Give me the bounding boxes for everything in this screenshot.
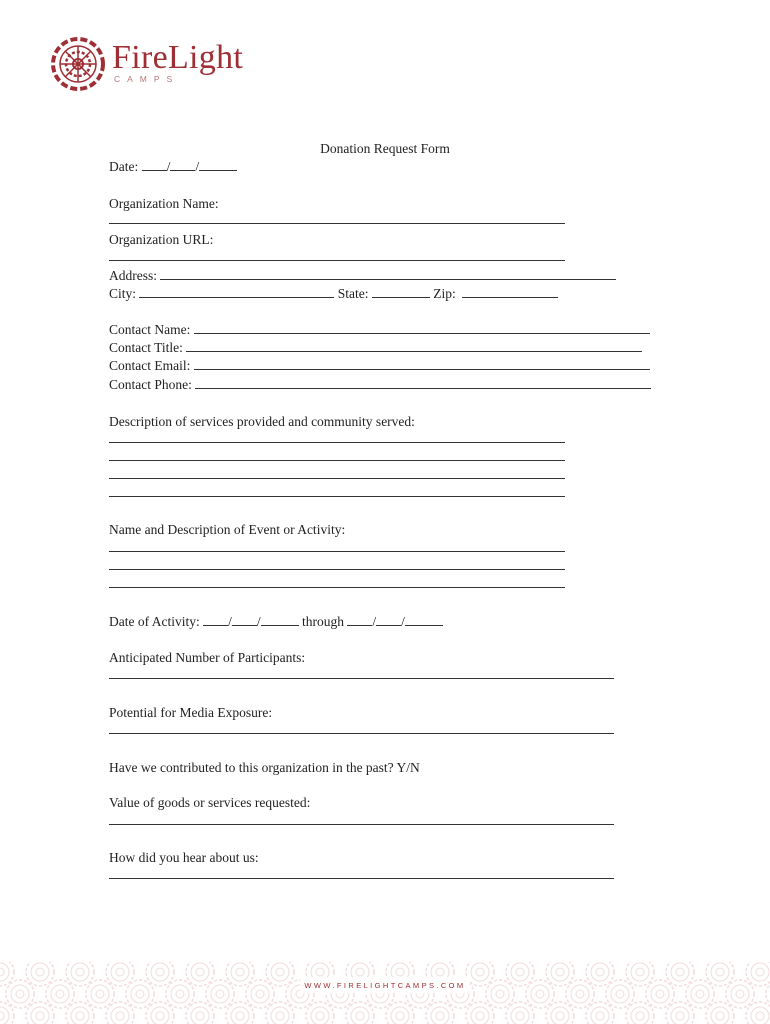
footer-pattern-ornament: [316, 1012, 324, 1020]
form-title: Donation Request Form: [320, 141, 450, 156]
footer-pattern-ornament: [191, 963, 209, 981]
zip-field[interactable]: [462, 286, 558, 298]
footer-pattern-ornament: [666, 1002, 694, 1024]
footer-pattern-ornament: [751, 963, 769, 981]
footer-pattern-ornament: [351, 1007, 369, 1024]
footer-pattern-ornament: [631, 1007, 649, 1024]
date-day-field[interactable]: [170, 159, 195, 171]
footer-pattern-ornament: [0, 968, 4, 976]
footer-pattern-ornament: [466, 1002, 494, 1024]
footer-pattern-ornament: [226, 1002, 254, 1024]
footer-pattern-ornament: [716, 968, 724, 976]
state-field[interactable]: [372, 286, 430, 298]
activity-end-month-field[interactable]: [347, 614, 372, 626]
footer-pattern-ornament: [266, 1002, 294, 1024]
footer-pattern-ornament: [136, 990, 144, 998]
footer-pattern-ornament: [56, 990, 64, 998]
event-line-3[interactable]: [109, 587, 565, 588]
footer-pattern-ornament: [426, 1002, 454, 1024]
heard-field[interactable]: [109, 878, 614, 879]
footer-pattern-ornament: [476, 968, 484, 976]
footer-pattern-ornament: [116, 968, 124, 976]
city-state-zip-row: [109, 286, 558, 302]
footer-pattern-ornament: [736, 990, 744, 998]
footer-pattern-ornament: [356, 968, 364, 976]
contact-name-row: [109, 322, 650, 338]
footer-pattern-ornament: [506, 1002, 534, 1024]
contact-email-field[interactable]: [194, 358, 650, 370]
description-line-2[interactable]: [109, 460, 565, 461]
footer-pattern-ornament: [636, 968, 644, 976]
description-line-4[interactable]: [109, 496, 565, 497]
heard-label: How did you hear about us:: [109, 850, 259, 865]
footer-pattern-ornament: [176, 990, 184, 998]
contributed-question: Have we contributed to this organization in the past? Y/N: [109, 760, 420, 775]
footer-pattern-ornament: [706, 1002, 734, 1024]
date-month-field[interactable]: [142, 159, 167, 171]
footer-pattern-ornament: [31, 1007, 49, 1024]
footer-pattern-ornament: [516, 1012, 524, 1020]
footer-pattern-ornament: [591, 963, 609, 981]
contact-phone-label: Contact Phone:: [109, 377, 192, 392]
mandala-logo-icon: [50, 36, 106, 92]
footer-pattern-ornament: [436, 968, 444, 976]
footer-pattern-ornament: [496, 990, 504, 998]
activity-start-day-field[interactable]: [232, 614, 257, 626]
footer-pattern-ornament: [111, 1007, 129, 1024]
value-label: Value of goods or services requested:: [109, 795, 311, 810]
city-label: City:: [109, 286, 137, 301]
footer-pattern-ornament: [636, 1012, 644, 1020]
city-field[interactable]: [139, 286, 334, 298]
footer-pattern-ornament: [271, 963, 289, 981]
org-name-label: Organization Name:: [109, 196, 219, 211]
footer-pattern-ornament: [596, 968, 604, 976]
footer-pattern-ornament: [316, 968, 324, 976]
description-line-3[interactable]: [109, 478, 565, 479]
footer-pattern-ornament: [476, 1012, 484, 1020]
contact-name-field[interactable]: [194, 322, 650, 334]
footer-pattern-ornament: [0, 1012, 4, 1020]
footer-pattern-ornament: [231, 963, 249, 981]
footer-pattern-ornament: [71, 1007, 89, 1024]
description-line-1[interactable]: [109, 442, 565, 443]
footer-pattern-ornament: [511, 963, 529, 981]
footer-pattern-ornament: [0, 1007, 9, 1024]
footer-pattern-ornament: [696, 990, 704, 998]
footer-pattern-ornament: [196, 968, 204, 976]
footer-pattern-ornament: [386, 1002, 414, 1024]
footer-pattern-ornament: [156, 1012, 164, 1020]
footer-pattern-ornament: [216, 990, 224, 998]
footer-pattern-ornament: [231, 1007, 249, 1024]
footer-pattern-ornament: [346, 1002, 374, 1024]
footer-pattern-ornament: [716, 1012, 724, 1020]
footer-pattern-ornament: [551, 963, 569, 981]
zip-label: Zip:: [433, 286, 456, 301]
activity-start-year-field[interactable]: [261, 614, 299, 626]
through-label: through: [302, 614, 345, 629]
footer-pattern-ornament: [756, 968, 764, 976]
activity-start-month-field[interactable]: [203, 614, 228, 626]
footer-pattern-ornament: [111, 963, 129, 981]
activity-date-label: Date of Activity:: [109, 614, 200, 629]
footer-pattern-ornament: [66, 1002, 94, 1024]
footer-pattern-ornament: [36, 968, 44, 976]
footer-pattern-ornament: [276, 1012, 284, 1020]
footer-pattern-ornament: [671, 963, 689, 981]
contact-email-row: [109, 358, 650, 374]
footer-pattern-ornament: [556, 968, 564, 976]
footer-pattern-ornament: [656, 990, 664, 998]
address-row: [109, 268, 616, 284]
brand-subtitle: CAMPS: [114, 73, 180, 84]
date-row: Date: / /: [109, 159, 237, 175]
footer-pattern-ornament: [76, 1012, 84, 1020]
footer-pattern-ornament: [36, 1012, 44, 1020]
footer-pattern-ornament: [196, 1012, 204, 1020]
date-label: Date:: [109, 159, 139, 174]
org-url-label: Organization URL:: [109, 232, 214, 247]
footer-band: [0, 962, 770, 1024]
footer-pattern-ornament: [711, 963, 729, 981]
footer-pattern-ornament: [626, 1002, 654, 1024]
footer-pattern-ornament: [356, 1012, 364, 1020]
footer-pattern-ornament: [276, 968, 284, 976]
footer-pattern-ornament: [146, 1002, 174, 1024]
contact-title-field[interactable]: [186, 340, 642, 352]
date-year-field[interactable]: [199, 159, 237, 171]
footer-pattern-ornament: [31, 963, 49, 981]
brand-name: FireLight: [112, 38, 244, 76]
address-label: Address:: [109, 268, 157, 283]
footer-pattern-ornament: [306, 1002, 334, 1024]
footer-pattern-ornament: [396, 1012, 404, 1020]
contact-name-label: Contact Name:: [109, 322, 191, 337]
footer-pattern-ornament: [311, 1007, 329, 1024]
footer-pattern-ornament: [576, 990, 584, 998]
footer-pattern-ornament: [191, 1007, 209, 1024]
footer-pattern-ornament: [156, 968, 164, 976]
footer-pattern-ornament: [676, 1012, 684, 1020]
org-name-field[interactable]: [109, 223, 565, 224]
contact-title-label: Contact Title:: [109, 340, 183, 355]
footer-pattern-ornament: [236, 1012, 244, 1020]
footer-pattern-ornament: [236, 968, 244, 976]
footer-pattern-ornament: [151, 963, 169, 981]
activity-date-row: Date of Activity: / / through / /: [109, 614, 443, 630]
footer-pattern-ornament: [616, 990, 624, 998]
event-line-2[interactable]: [109, 569, 565, 570]
event-line-1[interactable]: [109, 551, 565, 552]
footer-pattern-ornament: [676, 968, 684, 976]
footer-pattern-ornament: [391, 1007, 409, 1024]
value-field[interactable]: [109, 824, 614, 825]
footer-pattern-ornament: [631, 963, 649, 981]
footer-pattern-ornament: [536, 990, 544, 998]
footer-pattern-ornament: [396, 968, 404, 976]
footer-pattern-ornament: [471, 963, 489, 981]
footer-pattern-ornament: [711, 1007, 729, 1024]
footer-url[interactable]: WWW.FIRELIGHTCAMPS.COM: [304, 981, 466, 990]
footer-pattern-ornament: [16, 990, 24, 998]
state-label: State:: [337, 286, 369, 301]
participants-label: Anticipated Number of Participants:: [109, 650, 306, 665]
activity-end-year-field[interactable]: [405, 614, 443, 626]
footer-pattern-ornament: [151, 1007, 169, 1024]
media-label: Potential for Media Exposure:: [109, 705, 273, 720]
footer-pattern-ornament: [751, 1007, 769, 1024]
contact-email-label: Contact Email:: [109, 358, 191, 373]
footer-pattern-ornament: [556, 1012, 564, 1020]
footer-pattern-ornament: [96, 990, 104, 998]
footer-pattern-ornament: [431, 1007, 449, 1024]
footer-pattern-ornament: [436, 1012, 444, 1020]
footer-pattern-ornament: [256, 990, 264, 998]
footer-pattern-ornament: [76, 968, 84, 976]
address-field[interactable]: [160, 268, 616, 280]
contact-phone-row: [109, 377, 651, 393]
footer-pattern-ornament: [596, 1012, 604, 1020]
description-label: Description of services provided and community served:: [109, 414, 415, 429]
footer-pattern-ornament: [586, 1002, 614, 1024]
footer-pattern-ornament: [516, 968, 524, 976]
footer-pattern-ornament: [546, 1002, 574, 1024]
footer-pattern-ornament: [116, 1012, 124, 1020]
brand-logo: [50, 36, 243, 92]
activity-end-day-field[interactable]: [376, 614, 401, 626]
footer-pattern: [0, 962, 770, 1024]
footer-pattern-ornament: [26, 1002, 54, 1024]
footer-pattern-ornament: [511, 1007, 529, 1024]
footer-pattern-ornament: [471, 1007, 489, 1024]
footer-pattern-ornament: [106, 1002, 134, 1024]
footer-pattern-ornament: [756, 1012, 764, 1020]
org-url-field[interactable]: [109, 260, 565, 261]
footer-pattern-ornament: [591, 1007, 609, 1024]
footer-pattern-ornament: [71, 963, 89, 981]
contact-phone-field[interactable]: [195, 377, 651, 389]
media-field[interactable]: [109, 733, 614, 734]
footer-pattern-ornament: [551, 1007, 569, 1024]
event-label: Name and Description of Event or Activity:: [109, 522, 346, 537]
footer-pattern-ornament: [671, 1007, 689, 1024]
footer-pattern-ornament: [186, 1002, 214, 1024]
contact-title-row: [109, 340, 642, 356]
participants-field[interactable]: [109, 678, 614, 679]
footer-pattern-ornament: [271, 1007, 289, 1024]
